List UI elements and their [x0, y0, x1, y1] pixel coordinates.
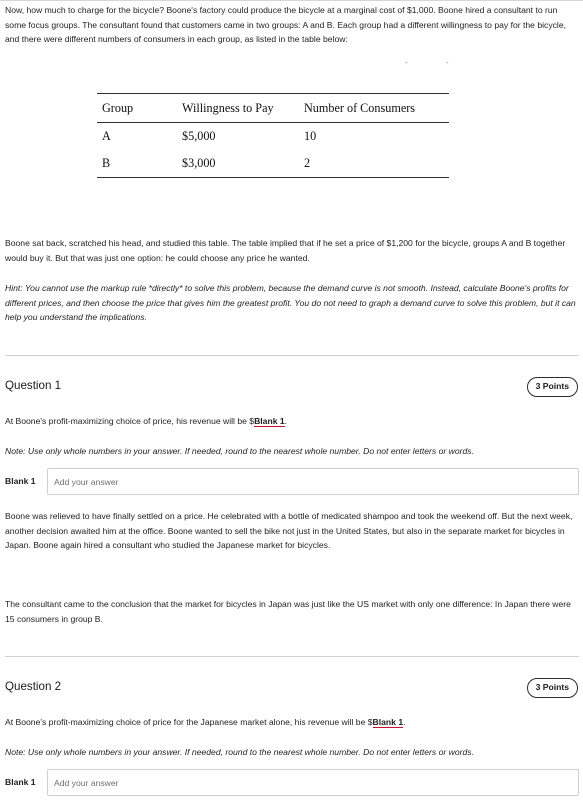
- table-row: [97, 123, 449, 150]
- header-willingness: Willingness to Pay: [182, 100, 274, 115]
- cell-group: A: [102, 129, 111, 144]
- table-header-row: [97, 94, 449, 122]
- question-2-blank-label: Blank 1: [5, 777, 36, 788]
- stray-marks: - -: [405, 58, 467, 67]
- header-consumers: Number of Consumers: [304, 100, 416, 115]
- question-1-note: Note: Use only whole numbers in your answer. If needed, round to the nearest whole number. Do not enter letters or words.: [5, 446, 474, 456]
- question-2-title: Question 2: [5, 680, 62, 693]
- section-divider: [5, 656, 579, 657]
- question-2-note: Note: Use only whole numbers in your answer. If needed, round to the nearest whole number. Do not enter letters or words.: [5, 747, 474, 757]
- question-1-blank-reference: Blank 1: [254, 416, 285, 426]
- question-1-prompt-end: .: [284, 416, 288, 426]
- cell-willingness: $3,000: [182, 156, 216, 171]
- question-2-prompt-end: .: [403, 717, 406, 727]
- question-1-blank-row: [5, 468, 579, 495]
- cell-consumers: 2: [304, 156, 311, 171]
- cell-group: B: [102, 156, 111, 171]
- section-divider: [5, 355, 579, 356]
- question-2-answer-input[interactable]: [47, 769, 579, 796]
- intro-paragraph: Now, how much to charge for the bicycle? Boone's factory could produce the bicycle at a marginal cost of $1,000. Boone hired a consultant to run some focus groups. The consultant found that customers came in two groups: A and B. Each group had a different willingness to pay for the bicycle, and there were different numbers of consumers in each group, as listed in the table below:: [5, 5, 566, 45]
- top-rule: [0, 0, 583, 1]
- question-1-points-badge: 3 Points: [527, 377, 578, 397]
- question-2-points-badge: 3 Points: [527, 678, 578, 698]
- question-1-answer-input[interactable]: [47, 468, 579, 495]
- question-2-blank-reference: Blank 1: [372, 717, 404, 727]
- willingness-table: [97, 94, 449, 122]
- question-2-prompt: [5, 715, 579, 730]
- header-group: Group: [102, 100, 134, 115]
- question-1-prompt-text: At Boone's profit-maximizing choice of price, his revenue will be $: [5, 416, 255, 426]
- cell-consumers: 10: [304, 129, 317, 144]
- willingness-table-body: [97, 123, 449, 177]
- story-paragraph-2: Boone was relieved to have finally settled on a price. He celebrated with a bottle of medicated shampoo and took the weekend off. But the next week, another decision awaited him at the office. Boone wanted to sell the bike not just in the United States, but also in the separate market for bicycles in Japan. Boone again hired a consultant who studied the Japanese market for bicycles.: [5, 511, 573, 551]
- question-2-prompt-text: At Boone's profit-maximizing choice of price for the Japanese market alone, his revenue will be $: [5, 717, 373, 727]
- hint-paragraph: Hint: You cannot use the markup rule *directly* to solve this problem, because the demand curve is not smooth. Instead, calculate Boone's profits for different prices, and then choose the price that gives him the greatest profit. You do not need to graph a demand curve to solve this problem, but it can help you understand the implications.: [5, 283, 576, 323]
- question-1-blank-label: Blank 1: [5, 476, 36, 487]
- table-row: [97, 150, 449, 177]
- question-1-prompt: [5, 414, 579, 429]
- cell-willingness: $5,000: [182, 129, 216, 144]
- story-paragraph-3: The consultant came to the conclusion that the market for bicycles in Japan was just like the US market with only one difference: In Japan there were 15 consumers in group B.: [5, 599, 571, 624]
- question-2-blank-row: [5, 769, 579, 796]
- consumer-table: [97, 93, 449, 178]
- story-paragraph-1: Boone sat back, scratched his head, and studied this table. The table implied that if he set a price of $1,200 for the bicycle, groups A and B together would buy it. But that was just one option: he could choose any price he wanted.: [5, 238, 566, 263]
- table-bottom-rule: [97, 177, 449, 178]
- question-1-title: Question 1: [5, 379, 62, 392]
